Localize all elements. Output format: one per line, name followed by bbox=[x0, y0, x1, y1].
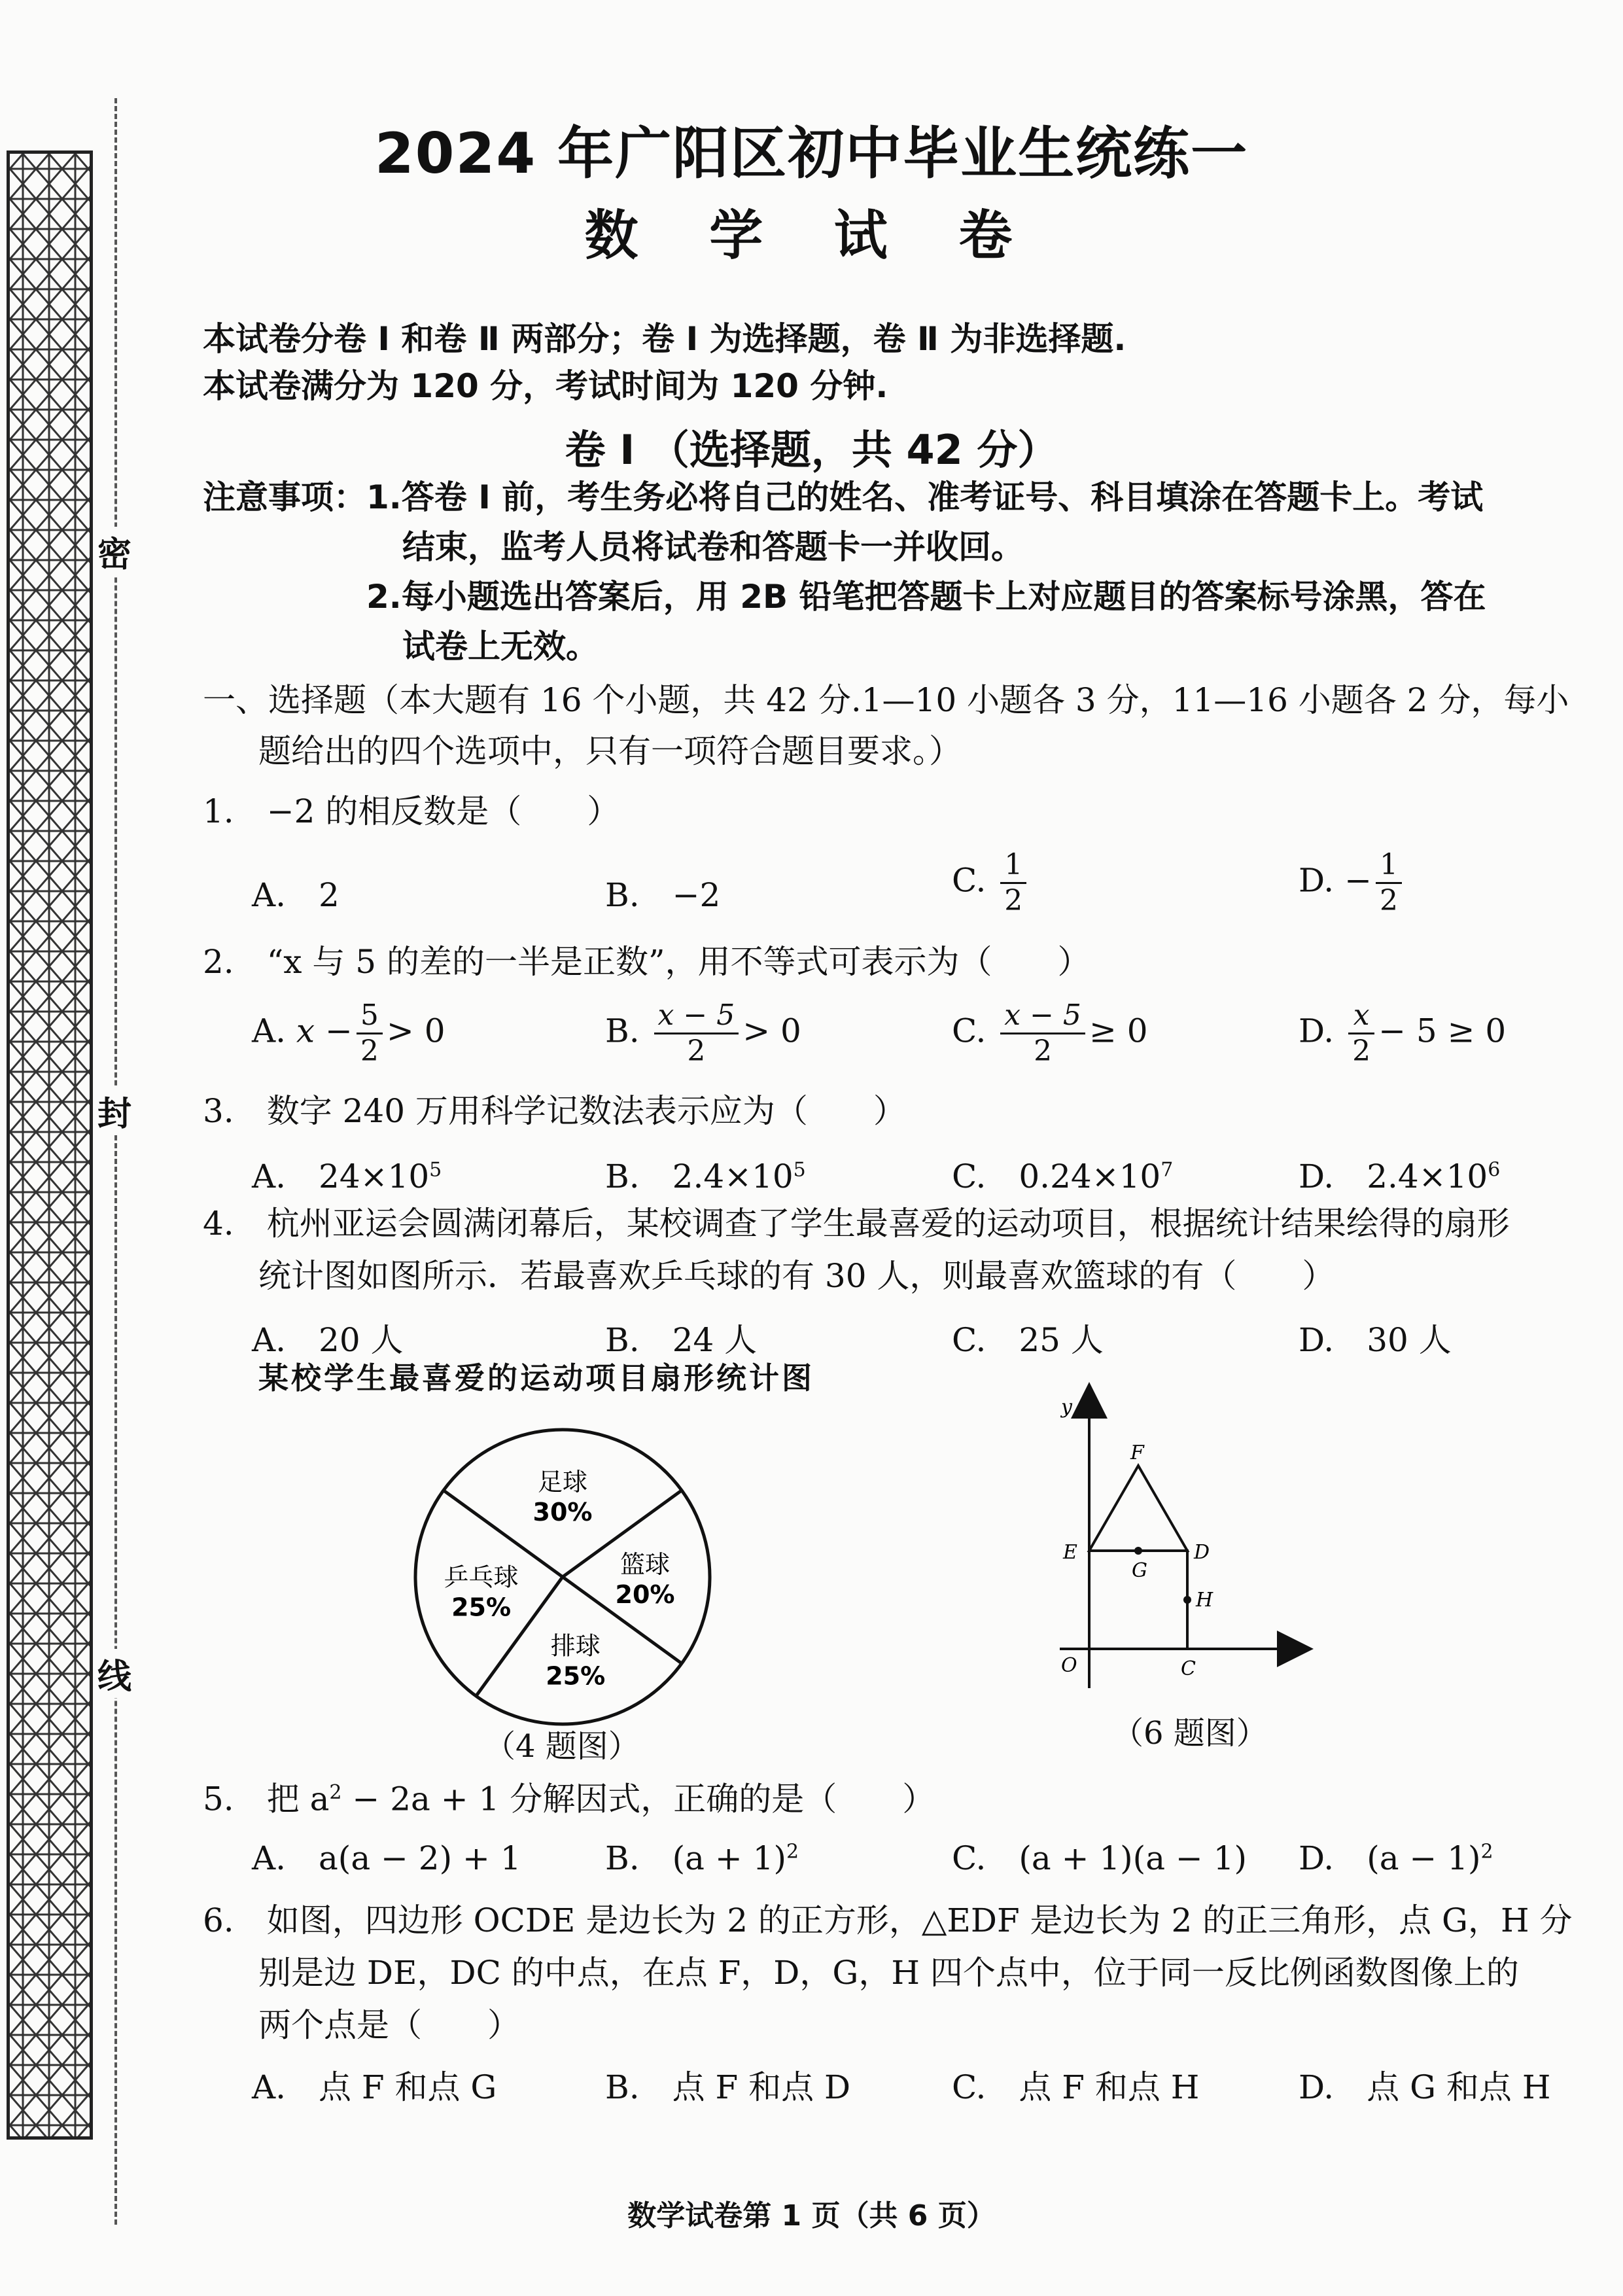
q6-stem-b: 别是边 DE，DC 的中点，在点 F，D，G，H 四个点中，位于同一反比例函数图像上的 bbox=[258, 1954, 1519, 1992]
seal-char-feng: 封 bbox=[95, 1086, 134, 1135]
q3-stem: 3. 数字 240 万用科学记数法表示应为（ ） bbox=[203, 1092, 906, 1130]
pie-label-2: 排球 bbox=[550, 1631, 601, 1661]
q6-option-b: B. 点 F 和点 D bbox=[605, 2068, 851, 2106]
q2-option-d: D. $\frac{x}{2}$ − 5 ≥ 0 bbox=[1299, 998, 1507, 1068]
label-y: y bbox=[1061, 1396, 1072, 1419]
q2-stem: 2. “x 与 5 的差的一半是正数”，用不等式可表示为（ ） bbox=[203, 943, 1091, 981]
q4-option-b: B. 24 人 bbox=[605, 1321, 758, 1359]
seal-char-mi: 密 bbox=[95, 527, 134, 576]
pie-chart bbox=[399, 1413, 726, 1740]
seal-char-xian: 线 bbox=[95, 1649, 134, 1698]
q2-option-a: A. x − $\frac{5}{2}$ > 0 bbox=[252, 998, 445, 1068]
q1-option-d: D. − $\frac{1}{2}$ bbox=[1299, 851, 1406, 915]
notes-item-2a: 2.每小题选出答案后，用 2B 铅笔把答题卡上对应题目的答案标号涂黑，答在 bbox=[366, 578, 1486, 616]
q5-option-a: A. a(a − 2) + 1 bbox=[252, 1839, 521, 1877]
label-g: G bbox=[1132, 1559, 1147, 1582]
q4-stem-a: 4. 杭州亚运会圆满闭幕后，某校调查了学生最喜爱的运动项目，根据统计结果绘得的扇形 bbox=[203, 1205, 1510, 1243]
q6-option-c: C. 点 F 和点 H bbox=[952, 2068, 1200, 2106]
notes-item-1b: 结束，监考人员将试卷和答题卡一并收回。 bbox=[402, 528, 1024, 566]
q6-stem-a: 6. 如图，四边形 OCDE 是边长为 2 的正方形，△EDF 是边长为 2 的正三角形，点 G，H 分 bbox=[203, 1901, 1573, 1939]
q4-option-c: C. 25 人 bbox=[952, 1321, 1104, 1359]
label-h: H bbox=[1196, 1589, 1213, 1612]
page-footer: 数学试卷第 1 页（共 6 页） bbox=[627, 2199, 996, 2233]
q5-stem: 5. 把 $a^2 - 2a + 1$ 分解因式，正确的是（ ） bbox=[203, 1780, 935, 1818]
label-e: E bbox=[1063, 1541, 1077, 1564]
pie-percent-0: 30% bbox=[532, 1498, 593, 1527]
q5-option-c: C. (a + 1)(a − 1) bbox=[952, 1839, 1248, 1877]
exam-subtitle: 数 学 试 卷 bbox=[584, 205, 1039, 267]
q3-option-d: D. $2.4\times 10^6$ bbox=[1299, 1157, 1501, 1195]
figure-6-caption: （6 题图） bbox=[1112, 1715, 1268, 1752]
label-d: D bbox=[1194, 1541, 1210, 1564]
q3-option-a: A. $24\times 10^5$ bbox=[252, 1157, 442, 1195]
q3-option-b: B. $2.4\times 10^5$ bbox=[605, 1157, 806, 1195]
q1-stem: 1. −2 的相反数是（ ） bbox=[203, 792, 620, 830]
q5-option-d: D. $(a - 1)^2$ bbox=[1299, 1839, 1493, 1877]
q4-stem-b: 统计图如图所示．若最喜欢乒乓球的有 30 人，则最喜欢篮球的有（ ） bbox=[258, 1257, 1335, 1295]
exam-title: 2024 年广阳区初中毕业生统练一 bbox=[374, 121, 1249, 186]
pie-percent-3: 25% bbox=[451, 1593, 512, 1622]
q6-option-d: D. 点 G 和点 H bbox=[1299, 2068, 1551, 2106]
pie-label-1: 篮球 bbox=[620, 1550, 671, 1579]
q1-option-a: A. 2 bbox=[252, 876, 340, 914]
q2-option-c: C. $\frac{x - 5}{2}$ ≥ 0 bbox=[952, 998, 1148, 1068]
q4-option-a: A. 20 人 bbox=[252, 1321, 404, 1359]
figure-4-caption: （4 题图） bbox=[484, 1728, 640, 1765]
point-h bbox=[1183, 1596, 1191, 1604]
q1-option-c: C. $\frac{1}{2}$ bbox=[952, 851, 1030, 915]
notes-item-1a: 1.答卷 Ⅰ 前，考生务必将自己的姓名、准考证号、科目填涂在答题卡上。考试 bbox=[366, 478, 1484, 516]
q6-option-a: A. 点 F 和点 G bbox=[252, 2068, 497, 2106]
q3-option-c: C. $0.24\times 10^7$ bbox=[952, 1157, 1174, 1195]
pie-label-0: 足球 bbox=[537, 1468, 588, 1496]
q1-option-b: B. −2 bbox=[605, 876, 721, 914]
notes-label: 注意事项： bbox=[203, 478, 366, 516]
label-f: F bbox=[1130, 1441, 1144, 1464]
section-1-title: 卷 Ⅰ （选择题，共 42 分） bbox=[565, 426, 1058, 474]
pie-percent-1: 20% bbox=[615, 1580, 675, 1609]
q4-option-d: D. 30 人 bbox=[1299, 1321, 1452, 1359]
pie-chart-title: 某校学生最喜爱的运动项目扇形统计图 bbox=[258, 1360, 814, 1396]
q5-option-b: B. $(a + 1)^2$ bbox=[605, 1839, 799, 1877]
triangle-edf bbox=[1089, 1466, 1187, 1551]
label-o: O bbox=[1061, 1654, 1077, 1677]
pie-percent-2: 25% bbox=[546, 1661, 606, 1691]
q2-option-b: B. $\frac{x - 5}{2}$ > 0 bbox=[605, 998, 801, 1068]
intro-line-2: 本试卷满分为 120 分，考试时间为 120 分钟. bbox=[203, 367, 888, 405]
part1-header-line-a: 一、选择题（本大题有 16 个小题，共 42 分.1—10 小题各 3 分，11—16 小题各 2 分，每小 bbox=[203, 681, 1569, 719]
part1-header-line-b: 题给出的四个选项中，只有一项符合题目要求。） bbox=[258, 732, 962, 770]
label-c: C bbox=[1181, 1657, 1196, 1680]
intro-line-1: 本试卷分卷 Ⅰ 和卷 Ⅱ 两部分；卷 Ⅰ 为选择题，卷 Ⅱ 为非选择题. bbox=[203, 320, 1126, 358]
point-g bbox=[1134, 1547, 1142, 1555]
pie-label-3: 乒乓球 bbox=[444, 1563, 519, 1592]
q6-stem-c: 两个点是（ ） bbox=[258, 2006, 520, 2044]
figure-6-diagram bbox=[1021, 1381, 1348, 1727]
notes-item-2b: 试卷上无效。 bbox=[402, 627, 599, 665]
